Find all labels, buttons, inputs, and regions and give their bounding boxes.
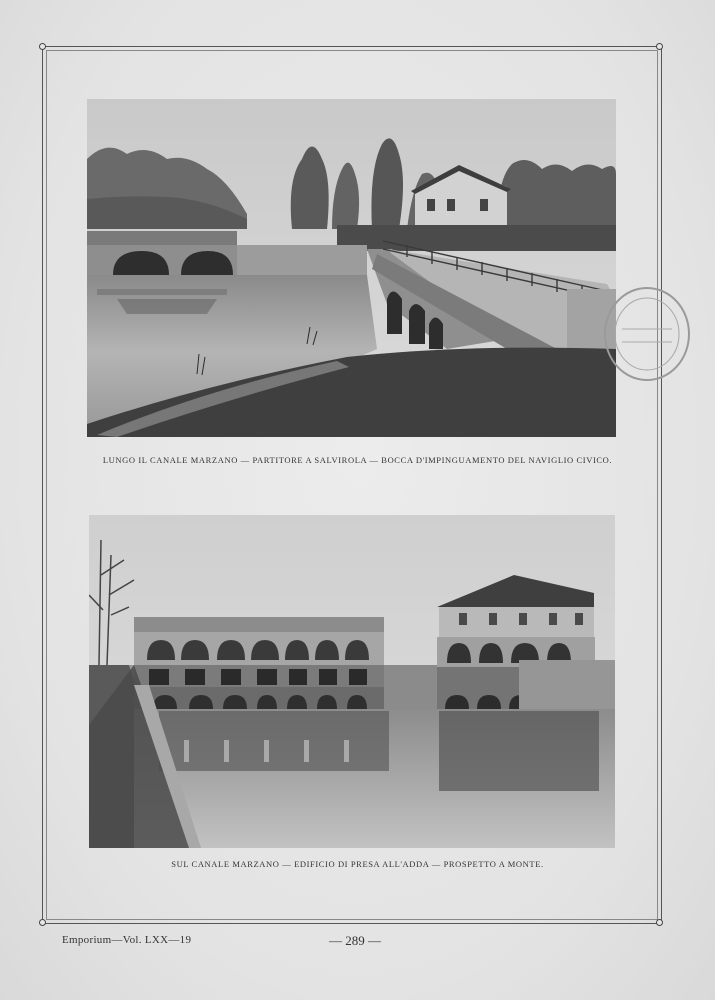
photo-canal-partitore-image (87, 99, 616, 437)
caption-top-photo: LUNGO IL CANALE MARZANO — PARTITORE A SALVIROLA — BOCCA D'IMPINGUAMENTO DEL NAVIGLIO CIVICO. (102, 455, 613, 465)
frame-corner-dot (656, 919, 663, 926)
photo-intake-building (89, 515, 615, 848)
frame-corner-dot (39, 919, 46, 926)
library-stamp-icon (602, 284, 692, 384)
footer-journal-volume: Emporium—Vol. LXX—19 (62, 934, 192, 946)
frame-corner-dot (39, 43, 46, 50)
frame-corner-dot (656, 43, 663, 50)
footer-page-number: — 289 — (329, 933, 381, 948)
photo-intake-building-image (89, 515, 615, 848)
caption-bottom-photo: SUL CANALE MARZANO — EDIFICIO DI PRESA ALL'ADDA — PROSPETTO A MONTE. (171, 859, 544, 869)
photo-canal-partitore (87, 99, 616, 437)
